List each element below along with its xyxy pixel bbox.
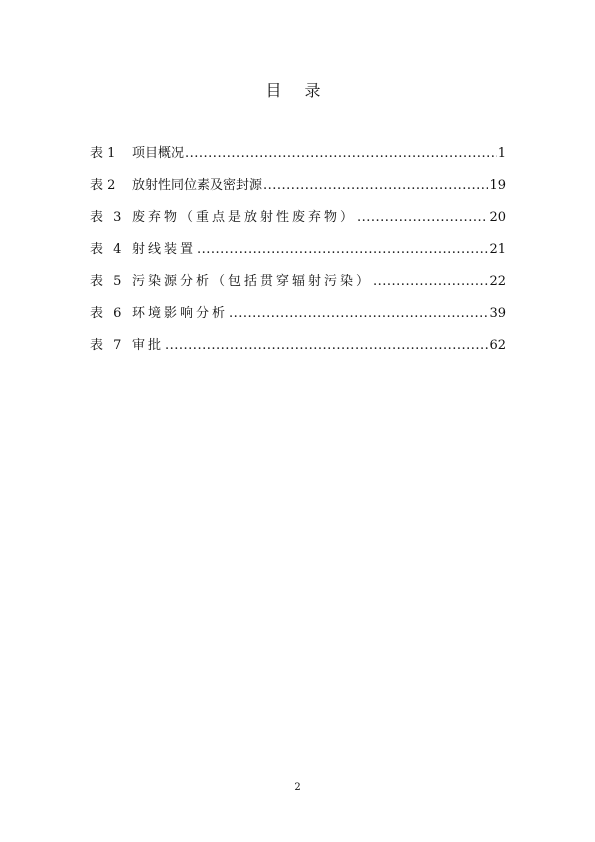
toc-dot-leader [263, 178, 488, 193]
toc-entry-2[interactable] [90, 174, 506, 206]
toc-table-label: 表 2 [90, 178, 116, 193]
toc-entry-5[interactable] [90, 270, 506, 302]
toc-table-label: 表 1 [90, 146, 116, 161]
toc-table-label: 表 3 [90, 210, 125, 225]
toc-page-number: 20 [489, 210, 506, 225]
toc-dot-leader [197, 242, 488, 257]
toc-page-number: 1 [497, 146, 506, 161]
toc-entry-3[interactable] [90, 206, 506, 238]
toc-entry-title: 项目概况 [132, 146, 185, 161]
toc-page-number: 22 [489, 274, 506, 289]
toc-dot-leader [185, 146, 497, 161]
toc-table-label: 表 7 [90, 338, 125, 353]
toc-entry-7[interactable] [90, 334, 506, 366]
toc-entry-title: 污染源分析（包括贯穿辐射污染） [132, 274, 373, 289]
toc-page-number: 62 [489, 338, 506, 353]
toc-entry-title: 射线装置 [132, 242, 197, 257]
toc-entry-title: 放射性同位素及密封源 [132, 178, 263, 193]
toc-dot-leader [165, 338, 488, 353]
toc-dot-leader [229, 306, 488, 321]
toc-page-number: 39 [489, 306, 506, 321]
toc-title: 目 录 [265, 81, 330, 100]
toc-entry-1[interactable] [90, 142, 506, 174]
table-of-contents [90, 142, 506, 366]
toc-dot-leader [373, 274, 488, 289]
toc-entry-title: 审批 [132, 338, 165, 353]
toc-table-label: 表 5 [90, 274, 125, 289]
page-number: 2 [294, 782, 301, 793]
toc-entry-6[interactable] [90, 302, 506, 334]
toc-dot-leader [357, 210, 488, 225]
toc-entry-4[interactable] [90, 238, 506, 270]
toc-page-number: 21 [489, 242, 506, 257]
toc-table-label: 表 4 [90, 242, 125, 257]
toc-entry-title: 废弃物（重点是放射性废弃物） [132, 210, 357, 225]
toc-table-label: 表 6 [90, 306, 125, 321]
toc-page-number: 19 [489, 178, 506, 193]
toc-entry-title: 环境影响分析 [132, 306, 229, 321]
